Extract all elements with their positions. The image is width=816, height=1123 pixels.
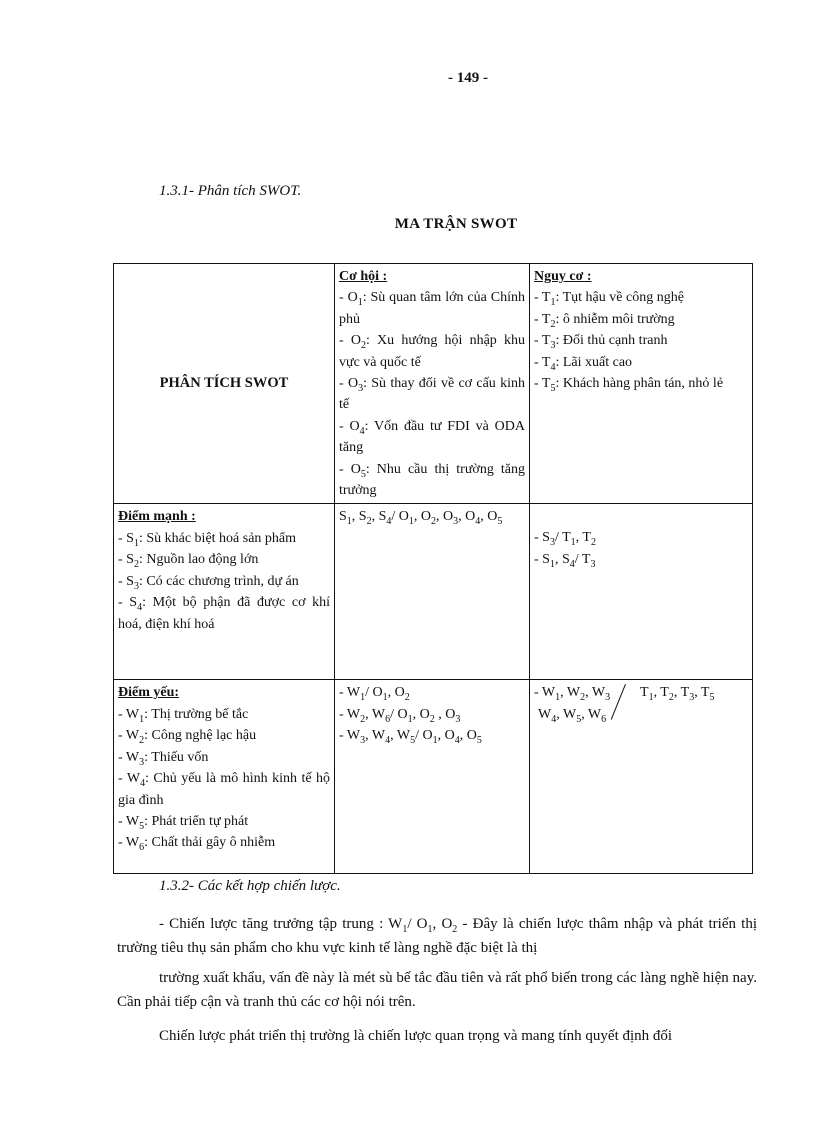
table-row-strengths xyxy=(114,504,753,680)
threat-item: - $T_1$: Tụt hậu về công nghệ xyxy=(534,290,684,309)
slash-divider xyxy=(625,684,627,720)
threats-cell xyxy=(530,264,753,504)
opportunities-list xyxy=(339,287,525,501)
threat-item: - $T_2$: ô nhiễm môi trường xyxy=(534,311,675,330)
strengths-list xyxy=(118,528,330,635)
strength-item: - $S_2$: Nguồn lao động lớn xyxy=(118,552,259,571)
corner-cell: PHÂN TÍCH SWOT xyxy=(114,264,335,504)
weaknesses-heading: Điểm yếu: xyxy=(118,685,180,701)
paragraph-2: trường xuất khẩu, vấn đề này là mét sù bế tắc đầu tiên và rất phổ biến trong các làng nghề hiện nay. Cần phải tiếp cận và tranh thủ các cơ hội nói trên. xyxy=(117,970,757,1010)
threat-item: - $T_4$: Lãi xuất cao xyxy=(534,354,633,373)
opportunity-item: - $O_4$: Vốn đầu tư FDI và ODA tăng xyxy=(339,418,525,456)
paragraph-1: - Chiến lược tăng trưởng tập trung : $W_1/$ $O_1$, $O_2$ - Đây là chiến lược thâm nhập và phát triển thị trường tiêu thụ sản phẩm cho khu vực kinh tế làng nghề đặc biệt là thị xyxy=(117,916,758,956)
weakness-item: - $W_5$: Phát triển tự phát xyxy=(118,813,249,832)
wt-cell xyxy=(530,680,753,874)
section-heading-1-3-1: 1.3.1- Phân tích SWOT. xyxy=(159,183,302,199)
weakness-item: - $W_2$: Công nghệ lạc hậu xyxy=(118,728,257,747)
strengths-cell xyxy=(114,504,335,680)
weakness-item: - $W_3$: Thiếu vốn xyxy=(118,749,209,768)
st-strategy-item: - $S_1$, $S_4/$ $T_3$ xyxy=(534,551,596,570)
opportunity-item: - $O_2$: Xu hướng hội nhập khu vực và quốc tế xyxy=(339,333,525,370)
matrix-title: MA TRẬN SWOT xyxy=(394,216,518,232)
so-strategy: $S_1$, $S_2$, $S_4/$ $O_1$, $O_2$, $O_3$, $O_4$, $O_5$ xyxy=(339,509,503,528)
threat-item: - $T_5$: Khách hàng phân tán, nhỏ lẻ xyxy=(534,376,724,394)
wo-strategy-item: - $W_1/$ $O_1$, $O_2$ xyxy=(339,685,410,704)
section-heading-1-3-2: 1.3.2- Các kết hợp chiến lược. xyxy=(159,878,341,894)
swot-matrix-table xyxy=(113,263,753,874)
table-row-header xyxy=(114,264,753,504)
wt-weakness-line-2: $W_4$, $W_5$, $W_6$ xyxy=(538,706,607,725)
weakness-item: - $W_6$: Chất thải gây ô nhiễm xyxy=(118,835,276,854)
opportunities-cell xyxy=(335,264,530,504)
st-strategy-list xyxy=(534,527,748,570)
opportunity-item: - $O_1$: Sù quan tâm lớn của Chính phủ xyxy=(339,290,525,327)
page-number: - 149 - xyxy=(448,70,488,86)
strengths-heading: Điểm mạnh : xyxy=(118,509,196,525)
opportunities-heading: Cơ hội : xyxy=(339,269,388,284)
table-row-weaknesses xyxy=(114,680,753,874)
opportunity-item: - $O_5$: Nhu cầu thị trường tăng trưởng xyxy=(339,461,525,499)
threat-item: - $T_3$: Đối thủ cạnh tranh xyxy=(534,333,668,352)
wo-strategy-item: - $W_3$, $W_4$, $W_5/$ $O_1$, $O_4$, $O_5$ xyxy=(339,728,482,747)
weaknesses-cell xyxy=(114,680,335,874)
wo-cell xyxy=(335,680,530,874)
wt-weakness-line-1: - $W_1$, $W_2$, $W_3$ xyxy=(534,685,611,704)
wo-strategy-list xyxy=(339,682,525,746)
threats-heading: Nguy cơ : xyxy=(534,269,592,284)
wt-threats-part: $T_1$, $T_2$, $T_3$, $T_5$ xyxy=(640,685,715,704)
st-cell xyxy=(530,504,753,680)
wo-strategy-item: - $W_2$, $W_6/$ $O_1$, $O_2$ , $O_3$ xyxy=(339,706,461,725)
so-cell xyxy=(335,504,530,680)
threats-list xyxy=(534,287,748,394)
st-strategy-item: - $S_3/$ $T_1$, $T_2$ xyxy=(534,530,596,549)
strength-item: - $S_3$: Có các chương trình, dự án xyxy=(118,573,299,592)
weaknesses-list xyxy=(118,704,330,854)
paragraph-3: Chiến lược phát triển thị trường là chiến lược quan trọng và mang tính quyết định đối xyxy=(159,1028,673,1044)
strength-item: - $S_1$: Sù khác biệt hoá sản phẩm xyxy=(118,530,297,549)
strength-item: - $S_4$: Một bộ phận đã được cơ khí hoá, điện khí hoá xyxy=(118,595,331,632)
weakness-item: - $W_4$: Chủ yếu là mô hình kinh tế hộ gia đình xyxy=(118,771,330,808)
opportunity-item: - $O_3$: Sù thay đổi về cơ cấu kinh tế xyxy=(339,376,525,413)
weakness-item: - $W_1$: Thị trường bế tắc xyxy=(118,706,249,725)
